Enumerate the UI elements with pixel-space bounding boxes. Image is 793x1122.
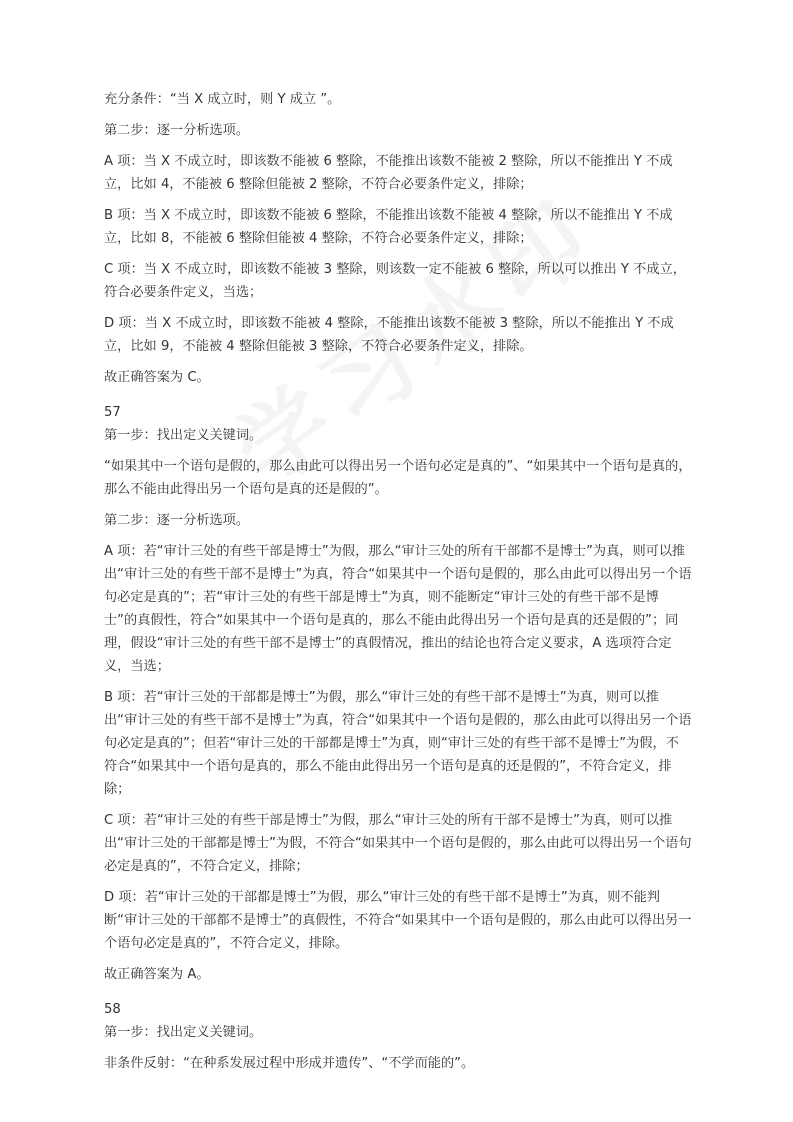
paragraph: “如果其中一个语句是假的，那么由此可以得出另一个语句必定是真的”、“如果其中一个语句是真的，那么不能由此得出另一个语句是真的还是假的”。 [104, 459, 692, 497]
paragraph: B 项：当 X 不成立时，即该数不能被 6 整除，不能推出该数不能被 4 整除，所以不能推出 Y 不成立，比如 8，不能被 6 整除但能被 4 整除，不符合必要条件定义，排除； [104, 208, 673, 246]
paragraph: 充分条件：“当 X 成立时，则 Y 成立 ”。 [104, 92, 341, 107]
answer-paragraph: 故正确答案为 C。 [104, 370, 210, 385]
paragraph: A 项：若“审计三处的有些干部是博士”为假，那么“审计三处的所有干部都不是博士”为真，则可以推出“审计三处的有些干部不是博士”为真，符合“如果其中一个语句是假的，那么由此可以得出另一个语句必定是真的”；若“审计三处的有些干部是博士”为真，则不能断定“审计三处的有些干部不是博士”的真假性，符合“如果其中一个语句是真的，那么不能由此得出另一个语句是真的还是假的”；同理，假设“审计三处的有些干部不是博士”的真假情况，推出的结论也符合定义要求，A 选项符合定义，当选； [104, 544, 692, 674]
paragraph: 第二步：逐一分析选项。 [104, 123, 250, 138]
paragraph: 第二步：逐一分析选项。 [104, 513, 250, 528]
paragraph: D 项：当 X 不成立时，即该数不能被 4 整除，不能推出该数不能被 3 整除，所以不能推出 Y 不成立，比如 9，不能被 4 整除但能被 3 整除，不符合必要条件定义，排除。 [104, 316, 674, 354]
question-number: 57 [104, 405, 121, 420]
paragraph: 第一步：找出定义关键词。 [104, 1025, 263, 1040]
paragraph: C 项：当 X 不成立时，即该数不能被 3 整除，则该数一定不能被 6 整除，所以可以推出 Y 不成立，符合必要条件定义，当选； [104, 262, 686, 300]
question-number: 58 [104, 1002, 121, 1017]
paragraph: 非条件反射：“在种系发展过程中形成并遗传”、“不学而能的”。 [104, 1056, 475, 1071]
paragraph: D 项：若“审计三处的干部都是博士”为假，那么“审计三处的有些干部不是博士”为真，则不能判断“审计三处的干部都不是博士”的真假性，不符合“如果其中一个语句是假的，那么由此可以得出另一个语句必定是真的”，不符合定义，排除。 [104, 890, 692, 951]
paragraph: 第一步：找出定义关键词。 [104, 428, 263, 443]
paragraph: B 项：若“审计三处的干部都是博士”为假，那么“审计三处的有些干部不是博士”为真，则可以推出“审计三处的有些干部不是博士”为真，符合“如果其中一个语句是假的，那么由此可以得出另一个语句必定是真的”；但若“审计三处的干部都是博士”为真，则“审计三处的有些干部不是博士”为假，不符合“如果其中一个语句是真的，那么不能由此得出另一个语句是真的还是假的”，不符合定义，排除； [104, 690, 692, 797]
answer-paragraph: 故正确答案为 A。 [104, 967, 210, 982]
document-body [104, 88, 692, 1083]
paragraph: C 项：若“审计三处的有些干部是博士”为假，那么“审计三处的所有干部不是博士”为真，则可以推出“审计三处的干部都是博士”为假，不符合“如果其中一个语句是假的，那么由此可以得出另一个语句必定是真的”，不符合定义，排除； [104, 813, 692, 874]
paragraph: A 项：当 X 不成立时，即该数不能被 6 整除，不能推出该数不能被 2 整除，所以不能推出 Y 不成立，比如 4，不能被 6 整除但能被 2 整除，不符合必要条件定义，排除； [104, 154, 673, 192]
